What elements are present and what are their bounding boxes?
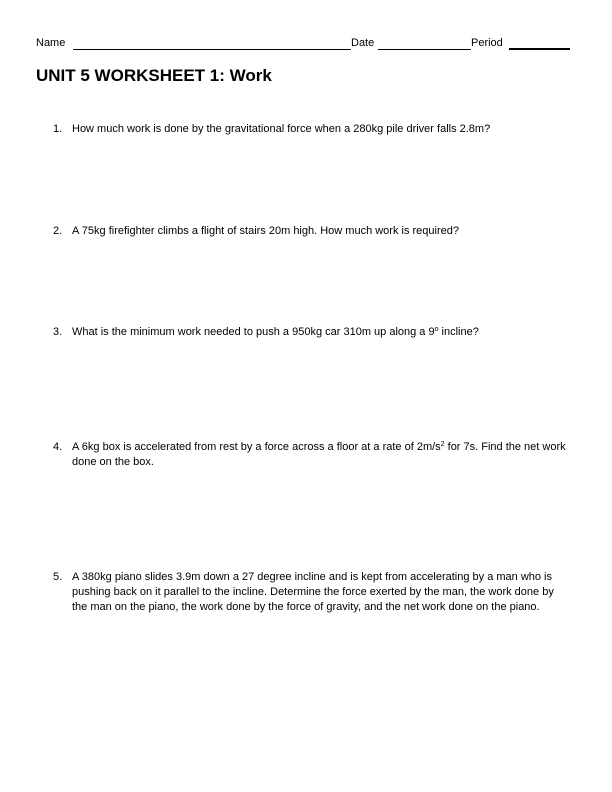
name-field-line[interactable]: [73, 49, 351, 50]
date-label: Date: [351, 37, 375, 49]
question-number: 2.: [53, 225, 63, 237]
question-text: [72, 440, 572, 470]
question-text: A 380kg piano slides 3.9m down a 27 degree incline and is kept from accelerating by a man who is pushing back on it parallel to the incline. Determine the force exerted by the man, the work done by the man on the piano, the work done by the force of gravity, and the net work done on the piano.: [72, 571, 554, 613]
question-number: 3.: [53, 326, 63, 338]
worksheet-title: UNIT 5 WORKSHEET 1: Work: [36, 66, 272, 85]
question-text: A 75kg firefighter climbs a flight of stairs 20m high. How much work is required?: [72, 225, 459, 237]
student-info-header: [36, 37, 576, 53]
question-text: How much work is done by the gravitational force when a 280kg pile driver falls 2.8m?: [72, 123, 491, 135]
question-number: 1.: [53, 123, 63, 135]
question-number: 4.: [53, 441, 63, 453]
question-text-part: What is the minimum work needed to push a 950kg car 310m up along a 9: [72, 326, 435, 338]
question-text-part: A 6kg box is accelerated from rest by a force across a floor at a rate of 2m/s: [72, 441, 441, 453]
question-text: [72, 325, 572, 340]
question-text-part: for 7s. Find the net work done on the box.: [72, 441, 566, 468]
period-field-line[interactable]: [509, 48, 570, 50]
name-label: Name: [36, 37, 66, 49]
date-field-line[interactable]: [378, 49, 471, 50]
degree-superscript: o: [434, 326, 439, 333]
exponent-superscript: 2: [440, 441, 445, 448]
question-text-part: incline?: [438, 326, 479, 338]
period-label: Period: [471, 37, 503, 49]
question-number: 5.: [53, 571, 63, 583]
